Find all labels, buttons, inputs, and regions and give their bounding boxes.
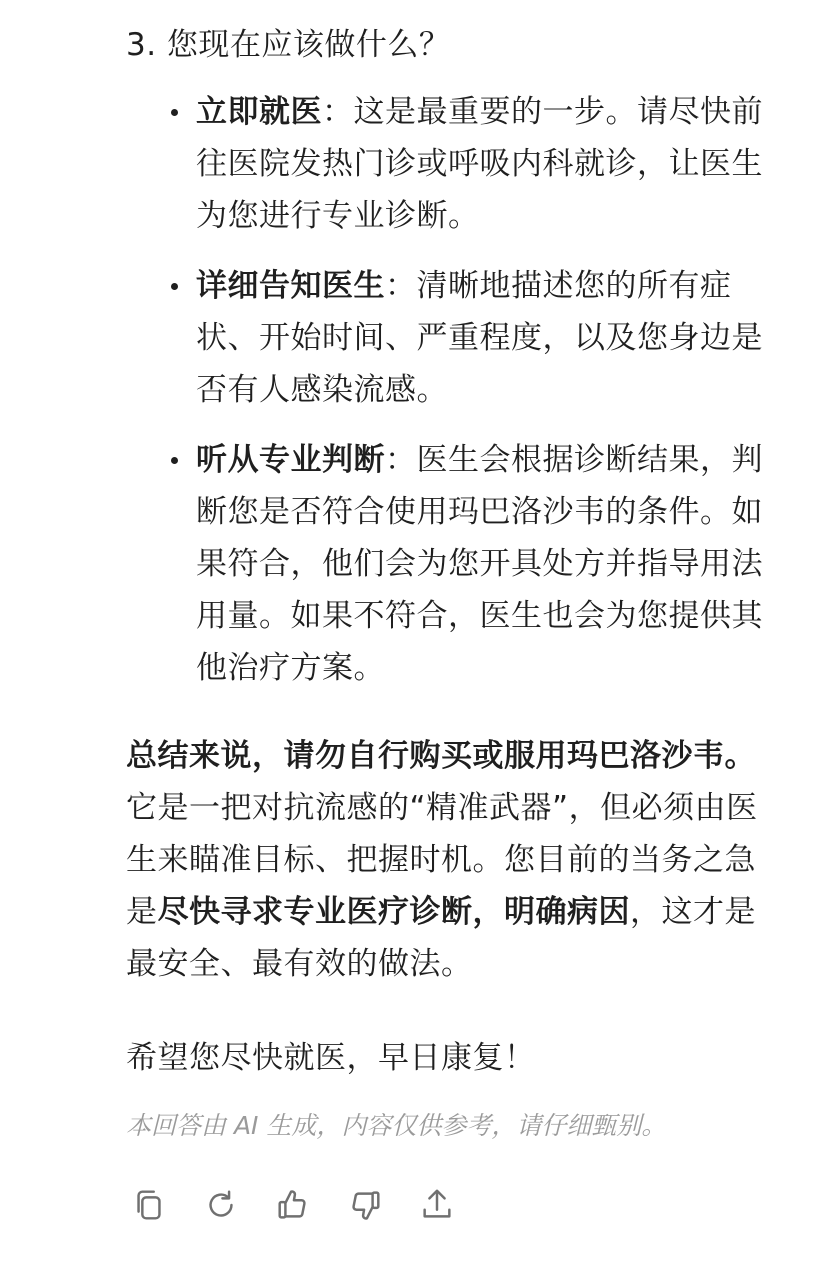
thumbs-down-icon: [346, 1186, 384, 1224]
bullet-separator: ：: [322, 94, 354, 130]
bullet-title: 立即就医: [196, 94, 322, 130]
bullet-dot: [171, 109, 178, 116]
summary-text: 它是一把对抗流感的“精准武器”，但必须由医生来瞄准目标、把握时机。您目前的当务之急是: [126, 790, 758, 930]
summary-bold: 总结来说，请勿自行购买或服用玛巴洛沙韦。: [126, 738, 756, 774]
thumbs-up-icon: [274, 1186, 312, 1224]
bullet-separator: ：: [385, 268, 417, 304]
bullet-dot: [171, 283, 178, 290]
bullet-body: 医生会根据诊断结果，判断您是否符合使用玛巴洛沙韦的条件。如果符合，他们会为您开具处方并指导用法用量。如果不符合，医生也会为您提供其他治疗方案。: [196, 442, 763, 686]
summary-paragraph: [126, 730, 786, 990]
thumbs-down-button[interactable]: [344, 1184, 386, 1226]
regenerate-icon: [202, 1186, 240, 1224]
action-bar: [128, 1184, 458, 1232]
copy-button[interactable]: [128, 1184, 170, 1226]
share-button[interactable]: [416, 1184, 458, 1226]
bullet-list: [168, 86, 778, 712]
bullet-body: 清晰地描述您的所有症状、开始时间、严重程度，以及您身边是否有人感染流感。: [196, 268, 763, 408]
bullet-separator: ：: [385, 442, 417, 478]
bullet-title: 详细告知医生: [196, 268, 385, 304]
closing-wish: 希望您尽快就医，早日康复！: [126, 1040, 536, 1076]
share-icon: [418, 1186, 456, 1224]
copy-icon: [130, 1186, 168, 1224]
section-heading: 3. 您现在应该做什么？: [126, 27, 451, 63]
bullet-body: 这是最重要的一步。请尽快前往医院发热门诊或呼吸内科就诊，让医生为您进行专业诊断。: [196, 94, 763, 234]
summary-text-2: ，这才是最安全、最有效的做法。: [126, 894, 756, 982]
thumbs-up-button[interactable]: [272, 1184, 314, 1226]
bullet-dot: [171, 457, 178, 464]
list-item: [168, 86, 778, 242]
regenerate-button[interactable]: [200, 1184, 242, 1226]
list-item: [168, 434, 778, 694]
bullet-title: 听从专业判断: [196, 442, 385, 478]
summary-bold-2: 尽快寻求专业医疗诊断，明确病因: [157, 894, 630, 930]
ai-disclaimer: 本回答由 AI 生成，内容仅供参考，请仔细甄别。: [126, 1111, 667, 1140]
list-item: [168, 260, 778, 416]
